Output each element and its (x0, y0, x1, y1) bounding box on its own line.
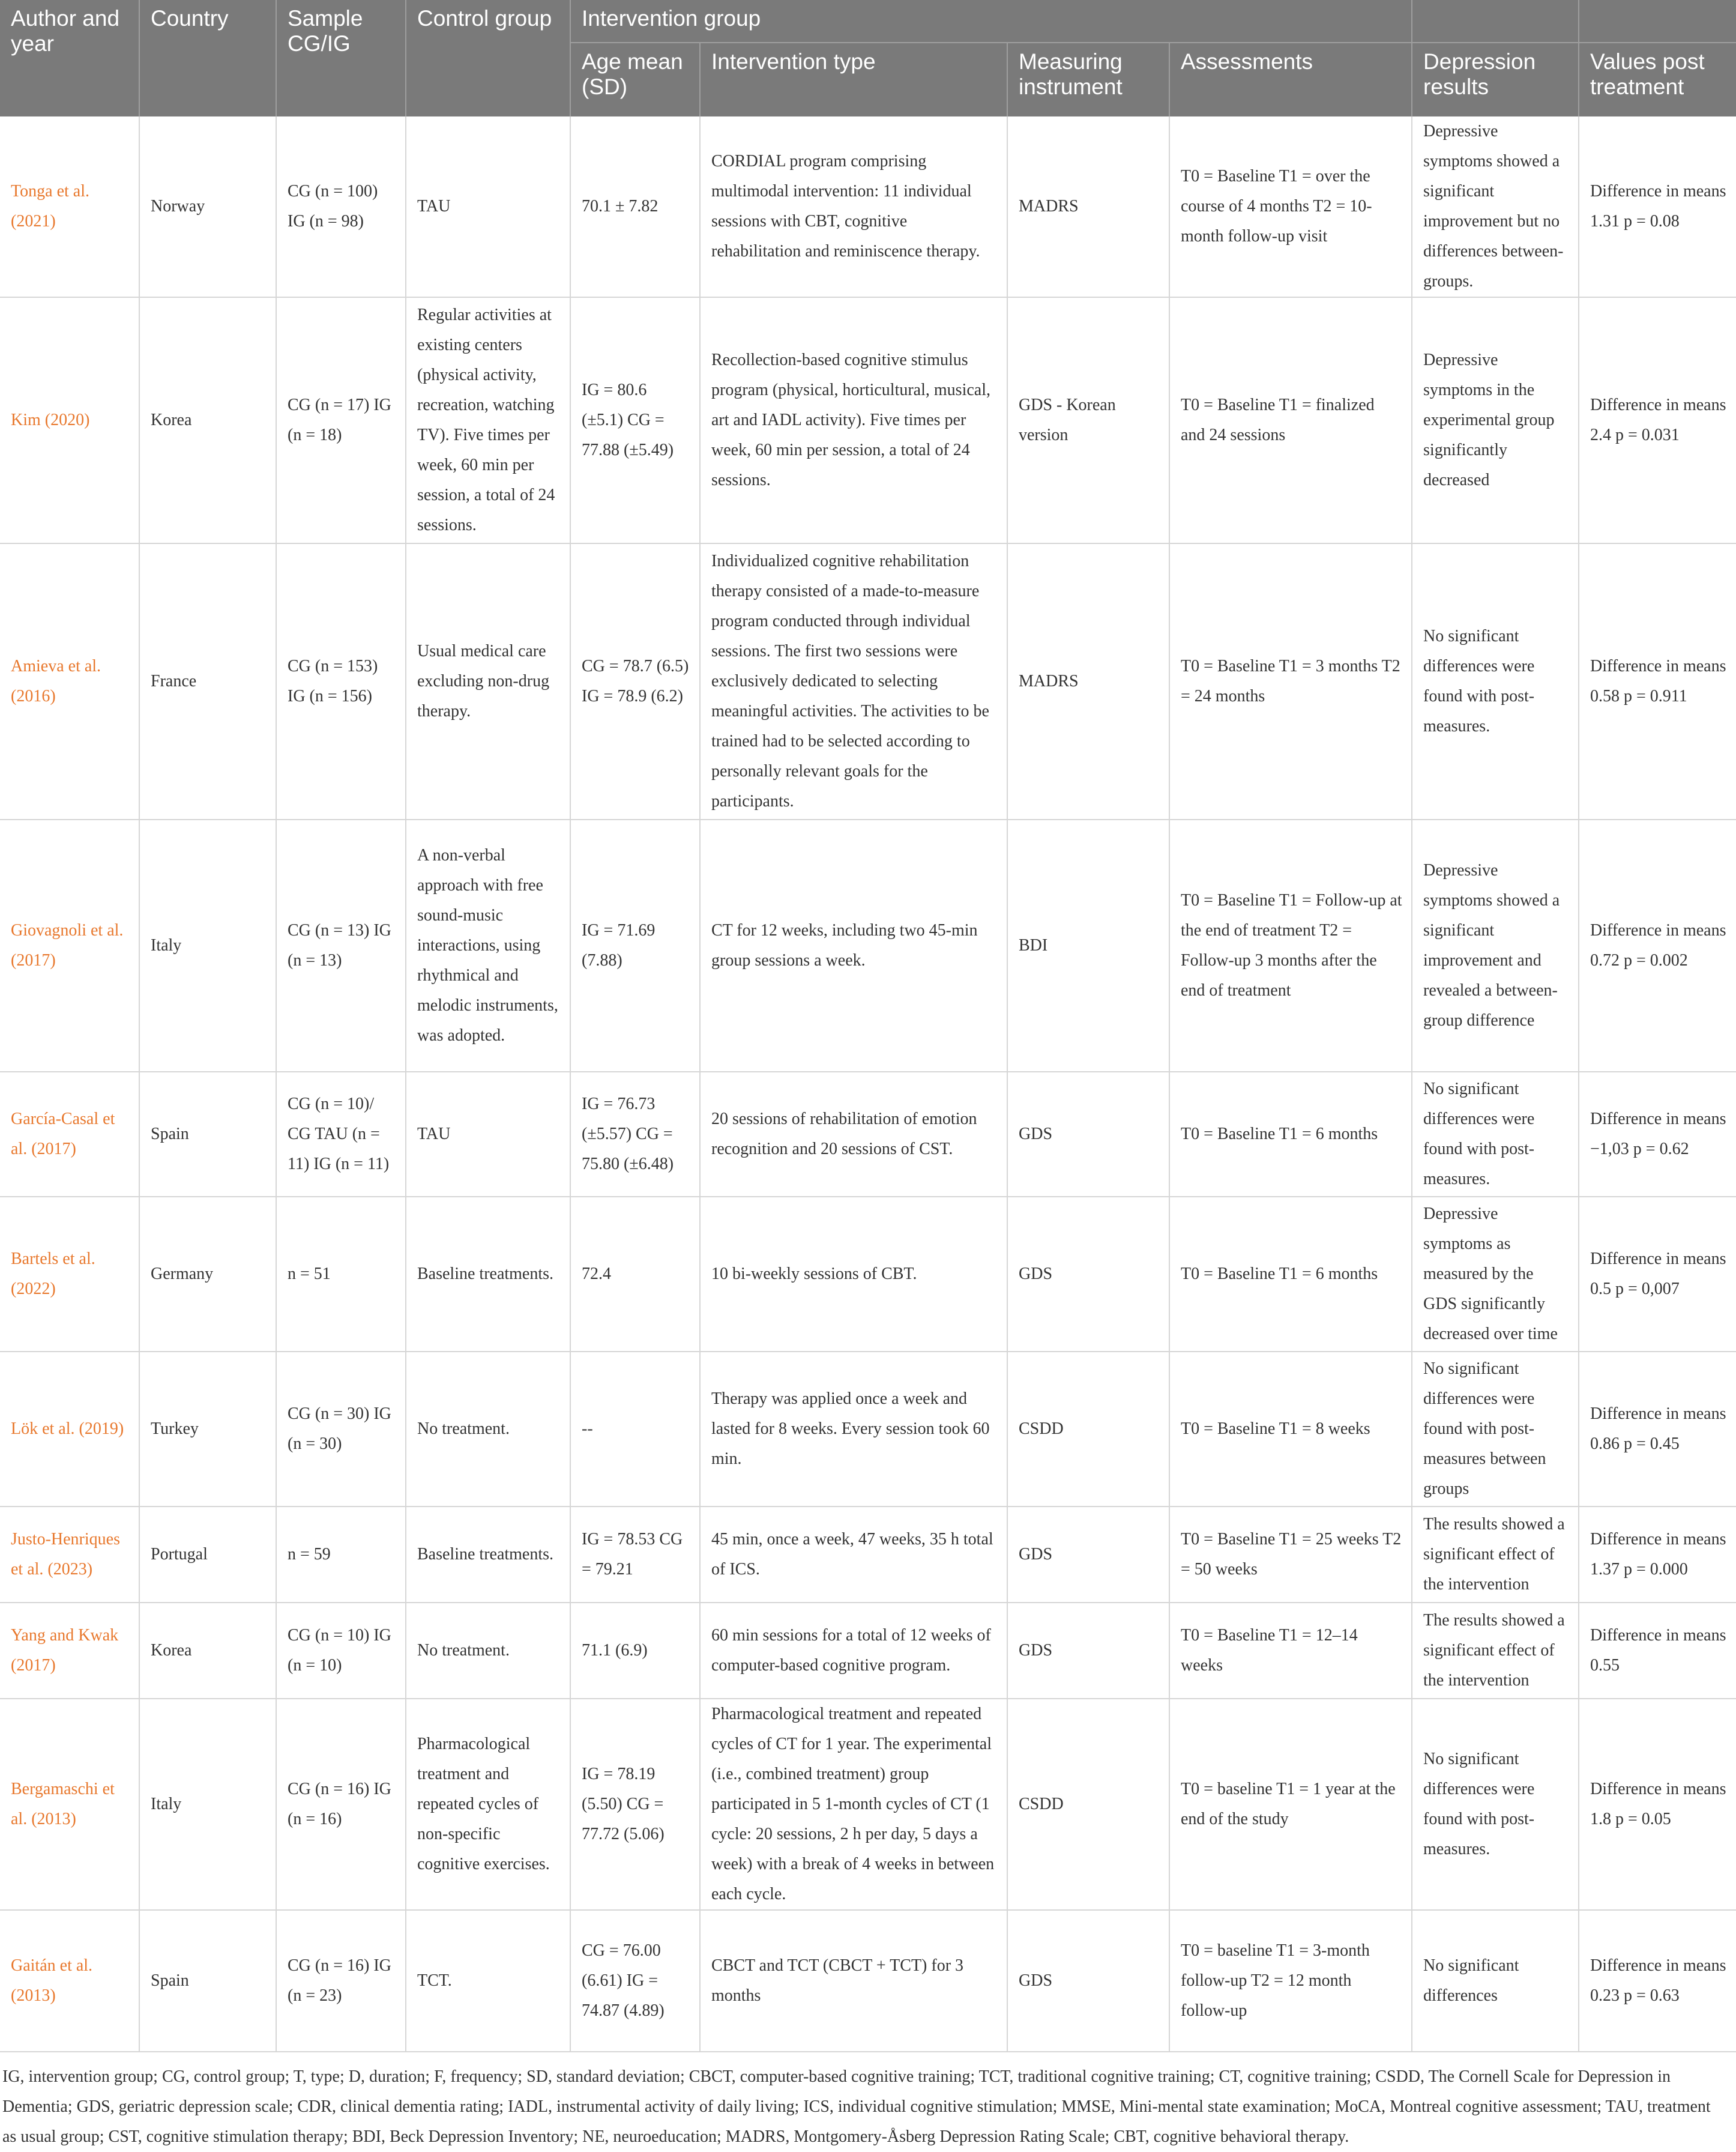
header-sample: Sample CG/IG (276, 0, 406, 116)
cell-assessments: T0 = Baseline T1 = 6 months (1169, 1197, 1412, 1352)
cell-age-mean: 71.1 (6.9) (570, 1603, 700, 1699)
header-author-year: Author and year (0, 0, 139, 116)
cell-age-mean: IG = 80.6 (±5.1) CG = 77.88 (±5.49) (570, 297, 700, 543)
cell-measuring-instrument: GDS (1007, 1910, 1169, 2052)
cell-measuring-instrument: MADRS (1007, 116, 1169, 297)
cell-measuring-instrument: MADRS (1007, 543, 1169, 820)
cell-author[interactable]: Justo-Henriques et al. (2023) (0, 1507, 139, 1603)
cell-sample: CG (n = 30) IG (n = 30) (276, 1352, 406, 1507)
cell-measuring-instrument: CSDD (1007, 1352, 1169, 1507)
table-row (0, 116, 1736, 297)
cell-sample: CG (n = 100) IG (n = 98) (276, 116, 406, 297)
cell-age-mean: CG = 78.7 (6.5) IG = 78.9 (6.2) (570, 543, 700, 820)
cell-sample: CG (n = 10) IG (n = 10) (276, 1603, 406, 1699)
cell-author[interactable]: García-Casal et al. (2017) (0, 1072, 139, 1197)
table-row (0, 297, 1736, 543)
cell-measuring-instrument: GDS (1007, 1072, 1169, 1197)
cell-author[interactable]: Yang and Kwak (2017) (0, 1603, 139, 1699)
cell-control-group: Usual medical care excluding non-drug therapy. (406, 543, 570, 820)
cell-assessments: T0 = Baseline T1 = Follow-up at the end of treatment T2 = Follow-up 3 months after the end of treatment (1169, 820, 1412, 1072)
cell-age-mean: IG = 78.19 (5.50) CG = 77.72 (5.06) (570, 1699, 700, 1910)
cell-depression-results: No significant differences were found with post-measures. (1412, 1072, 1579, 1197)
header-intervention-type: Intervention type (700, 43, 1007, 116)
cell-values-post: Difference in means 0.58 p = 0.911 (1579, 543, 1736, 820)
cell-control-group: Baseline treatments. (406, 1507, 570, 1603)
cell-sample: n = 51 (276, 1197, 406, 1352)
cell-control-group: A non-verbal approach with free sound-music interactions, using rhythmical and melodic instruments, was adopted. (406, 820, 570, 1072)
cell-intervention-type: 60 min sessions for a total of 12 weeks of computer-based cognitive program. (700, 1603, 1007, 1699)
cell-control-group: Regular activities at existing centers (physical activity, recreation, watching TV). Five times per week, 60 min per session, a total of 24 sessions. (406, 297, 570, 543)
cell-country: France (139, 543, 276, 820)
table-row (0, 820, 1736, 1072)
cell-depression-results: Depressive symptoms in the experimental group significantly decreased (1412, 297, 1579, 543)
cell-intervention-type: CT for 12 weeks, including two 45-min group sessions a week. (700, 820, 1007, 1072)
cell-assessments: T0 = Baseline T1 = 6 months (1169, 1072, 1412, 1197)
table-header (0, 0, 1736, 116)
cell-sample: CG (n = 13) IG (n = 13) (276, 820, 406, 1072)
cell-control-group: TAU (406, 1072, 570, 1197)
cell-assessments: T0 = baseline T1 = 1 year at the end of the study (1169, 1699, 1412, 1910)
cell-depression-results: No significant differences were found with post-measures. (1412, 543, 1579, 820)
cell-values-post: Difference in means 0.86 p = 0.45 (1579, 1352, 1736, 1507)
table-row (0, 543, 1736, 820)
cell-age-mean: 72.4 (570, 1197, 700, 1352)
header-depression-results: Depression results (1412, 43, 1579, 116)
header-measuring-instrument: Measuring instrument (1007, 43, 1169, 116)
cell-intervention-type: Therapy was applied once a week and lasted for 8 weeks. Every session took 60 min. (700, 1352, 1007, 1507)
cell-intervention-type: CORDIAL program comprising multimodal intervention: 11 individual sessions with CBT, cognitive rehabilitation and reminiscence therapy. (700, 116, 1007, 297)
cell-age-mean: IG = 78.53 CG = 79.21 (570, 1507, 700, 1603)
table-row (0, 1699, 1736, 1910)
header-assessments: Assessments (1169, 43, 1412, 116)
cell-age-mean: CG = 76.00 (6.61) IG = 74.87 (4.89) (570, 1910, 700, 2052)
cell-age-mean: -- (570, 1352, 700, 1507)
cell-values-post: Difference in means 0.72 p = 0.002 (1579, 820, 1736, 1072)
cell-values-post: Difference in means 2.4 p = 0.031 (1579, 297, 1736, 543)
cell-author[interactable]: Bartels et al. (2022) (0, 1197, 139, 1352)
table-row (0, 1072, 1736, 1197)
cell-values-post: Difference in means 0.5 p = 0,007 (1579, 1197, 1736, 1352)
cell-control-group: TCT. (406, 1910, 570, 2052)
cell-assessments: T0 = baseline T1 = 3-month follow-up T2 = 12 month follow-up (1169, 1910, 1412, 2052)
cell-intervention-type: CBCT and TCT (CBCT + TCT) for 3 months (700, 1910, 1007, 2052)
cell-author[interactable]: Giovagnoli et al. (2017) (0, 820, 139, 1072)
cell-depression-results: No significant differences were found with post-measures. (1412, 1699, 1579, 1910)
table-row (0, 1910, 1736, 2052)
cell-sample: CG (n = 16) IG (n = 16) (276, 1699, 406, 1910)
cell-depression-results: The results showed a significant effect of the intervention (1412, 1507, 1579, 1603)
header-age-mean: Age mean (SD) (570, 43, 700, 116)
cell-country: Norway (139, 116, 276, 297)
cell-depression-results: No significant differences were found with post-measures between groups (1412, 1352, 1579, 1507)
header-values-post: Values post treatment (1579, 43, 1736, 116)
cell-measuring-instrument: BDI (1007, 820, 1169, 1072)
cell-depression-results: The results showed a significant effect of the intervention (1412, 1603, 1579, 1699)
cell-country: Italy (139, 1699, 276, 1910)
cell-country: Korea (139, 1603, 276, 1699)
cell-values-post: Difference in means 1.37 p = 0.000 (1579, 1507, 1736, 1603)
cell-country: Spain (139, 1910, 276, 2052)
cell-author[interactable]: Gaitán et al. (2013) (0, 1910, 139, 2052)
table-row (0, 1197, 1736, 1352)
cell-country: Portugal (139, 1507, 276, 1603)
cell-country: Turkey (139, 1352, 276, 1507)
cell-sample: CG (n = 17) IG (n = 18) (276, 297, 406, 543)
cell-author[interactable]: Bergamaschi et al. (2013) (0, 1699, 139, 1910)
cell-author[interactable]: Kim (2020) (0, 297, 139, 543)
cell-author[interactable]: Lök et al. (2019) (0, 1352, 139, 1507)
cell-control-group: No treatment. (406, 1603, 570, 1699)
header-control-group: Control group (406, 0, 570, 116)
cell-country: Italy (139, 820, 276, 1072)
cell-age-mean: 70.1 ± 7.82 (570, 116, 700, 297)
table-row (0, 1352, 1736, 1507)
cell-measuring-instrument: GDS (1007, 1507, 1169, 1603)
footnote-text: IG, intervention group; CG, control group; T, type; D, duration; F, frequency; SD, standard deviation; CBCT, computer-based cognitive training; TCT, traditional cognitive training; CT, cognitive training; CSDD, The Cornell Scale for Depression in Dementia; GDS, geriatric depression scale; CDR, clinical dementia rating; IADL, instrumental activity of daily living; ICS, individual cognitive stimulation; MMSE, Mini-mental state examination; MoCA, Montreal cognitive assessment; TAU, treatment as usual group; CST, cognitive stimulation therapy; BDI, Beck Depression Inventory; NE, neuroeducation; MADRS, Montgomery-Åsberg Depression Rating Scale; CBT, cognitive behavioral therapy. (2, 2067, 1711, 2146)
cell-control-group: TAU (406, 116, 570, 297)
cell-author[interactable]: Tonga et al. (2021) (0, 116, 139, 297)
cell-sample: n = 59 (276, 1507, 406, 1603)
cell-measuring-instrument: CSDD (1007, 1699, 1169, 1910)
table-row (0, 1603, 1736, 1699)
cell-sample: CG (n = 16) IG (n = 23) (276, 1910, 406, 2052)
cell-assessments: T0 = Baseline T1 = 25 weeks T2 = 50 weeks (1169, 1507, 1412, 1603)
cell-values-post: Difference in means 1.31 p = 0.08 (1579, 116, 1736, 297)
cell-intervention-type: 20 sessions of rehabilitation of emotion recognition and 20 sessions of CST. (700, 1072, 1007, 1197)
cell-country: Spain (139, 1072, 276, 1197)
header-intervention-group: Intervention group (570, 0, 1412, 43)
cell-assessments: T0 = Baseline T1 = 12–14 weeks (1169, 1603, 1412, 1699)
cell-author[interactable]: Amieva et al. (2016) (0, 543, 139, 820)
cell-age-mean: IG = 76.73 (±5.57) CG = 75.80 (±6.48) (570, 1072, 700, 1197)
cell-assessments: T0 = Baseline T1 = over the course of 4 months T2 = 10-month follow-up visit (1169, 116, 1412, 297)
cell-measuring-instrument: GDS (1007, 1197, 1169, 1352)
cell-age-mean: IG = 71.69 (7.88) (570, 820, 700, 1072)
cell-country: Korea (139, 297, 276, 543)
cell-values-post: Difference in means 1.8 p = 0.05 (1579, 1699, 1736, 1910)
cell-values-post: Difference in means 0.55 (1579, 1603, 1736, 1699)
header-spacer (1412, 0, 1579, 43)
table-body (0, 116, 1736, 2052)
cell-control-group: Baseline treatments. (406, 1197, 570, 1352)
cell-control-group: Pharmacological treatment and repeated cycles of non-specific cognitive exercises. (406, 1699, 570, 1910)
cell-measuring-instrument: GDS (1007, 1603, 1169, 1699)
header-spacer (1579, 0, 1736, 43)
cell-depression-results: Depressive symptoms as measured by the GDS significantly decreased over time (1412, 1197, 1579, 1352)
header-country: Country (139, 0, 276, 116)
cell-sample: CG (n = 10)/ CG TAU (n = 11) IG (n = 11) (276, 1072, 406, 1197)
cell-measuring-instrument: GDS - Korean version (1007, 297, 1169, 543)
cell-assessments: T0 = Baseline T1 = finalized and 24 sessions (1169, 297, 1412, 543)
cell-sample: CG (n = 153) IG (n = 156) (276, 543, 406, 820)
cell-intervention-type: Recollection-based cognitive stimulus program (physical, horticultural, musical, art and IADL activity). Five times per week, 60 min per session, a total of 24 sessions. (700, 297, 1007, 543)
cell-intervention-type: Pharmacological treatment and repeated cycles of CT for 1 year. The experimental (i.e., combined treatment) group participated in 5 1-month cycles of CT (1 cycle: 20 sessions, 2 h per day, 5 days a week) with a break of 4 weeks in between each cycle. (700, 1699, 1007, 1910)
cell-assessments: T0 = Baseline T1 = 3 months T2 = 24 months (1169, 543, 1412, 820)
table-row (0, 1507, 1736, 1603)
cell-depression-results: Depressive symptoms showed a significant improvement and revealed a between-group difference (1412, 820, 1579, 1072)
cell-values-post: Difference in means 0.23 p = 0.63 (1579, 1910, 1736, 2052)
cell-country: Germany (139, 1197, 276, 1352)
cell-control-group: No treatment. (406, 1352, 570, 1507)
cell-intervention-type: 45 min, once a week, 47 weeks, 35 h total of ICS. (700, 1507, 1007, 1603)
cell-assessments: T0 = Baseline T1 = 8 weeks (1169, 1352, 1412, 1507)
cell-values-post: Difference in means −1,03 p = 0.62 (1579, 1072, 1736, 1197)
cell-depression-results: Depressive symptoms showed a significant improvement but no differences between-groups. (1412, 116, 1579, 297)
cell-depression-results: No significant differences (1412, 1910, 1579, 2052)
cell-intervention-type: 10 bi-weekly sessions of CBT. (700, 1197, 1007, 1352)
table-footnote (0, 2052, 1728, 2152)
cell-intervention-type: Individualized cognitive rehabilitation therapy consisted of a made-to-measure program conducted through individual sessions. The first two sessions were exclusively dedicated to selecting meaningful activities. The activities to be trained had to be selected according to personally relevant goals for the participants. (700, 543, 1007, 820)
